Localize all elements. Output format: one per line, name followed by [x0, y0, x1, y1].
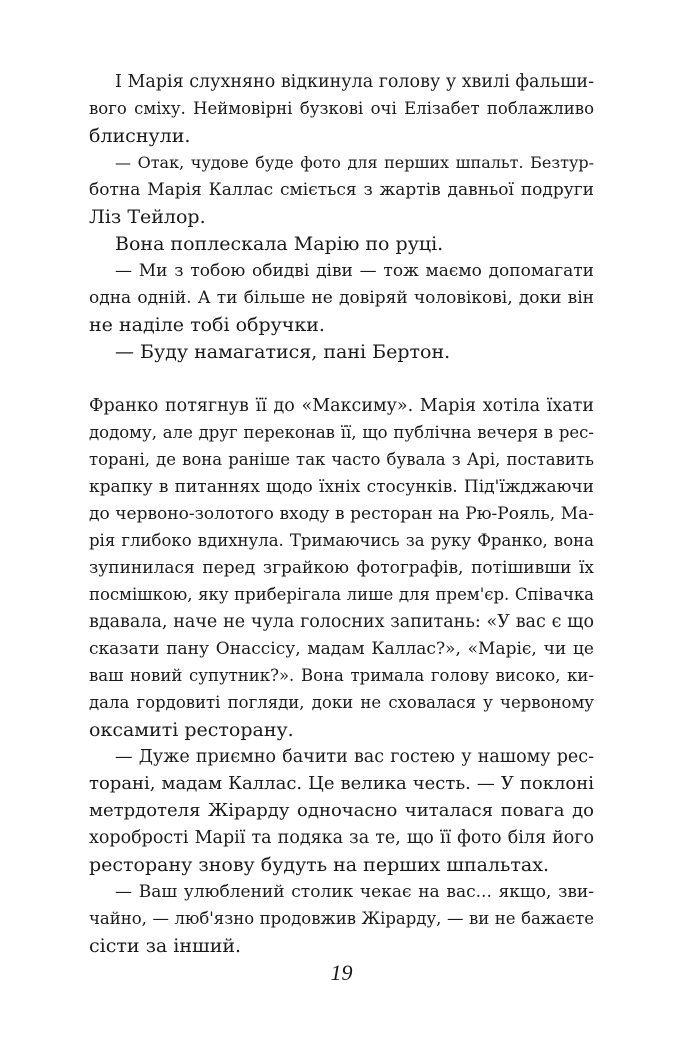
text-line: — Дуже приємно бачити вас гостею у нашому рес-: [115, 747, 594, 767]
text-line: вого сміху. Неймовірні бузкові очі Елізабет поблажливо: [89, 99, 594, 118]
text-line: торані, де вона раніше так часто бувала з Арі, поставить: [89, 450, 594, 469]
page-number: 19: [330, 960, 353, 985]
text-line: зупинилася перед зграйкою фотографів, потішивши їх: [89, 558, 594, 578]
text-line: Вона поплескала Марію по руці.: [115, 233, 444, 255]
text-line: оксамиті ресторану.: [89, 719, 294, 741]
text-line: ваш новий супутник?». Вона тримала голову високо, ки-: [89, 666, 594, 685]
text-line: — Буду намагатися, пані Бертон.: [115, 341, 451, 363]
text-line: не наділе тобі обручки.: [89, 314, 325, 336]
text-line: до червоно-золотого входу в ресторан на Рю-Рояль, Ма-: [89, 504, 594, 524]
text-line: Ліз Тейлор.: [89, 206, 206, 228]
text-line: сказати пану Онассісу, мадам Каллас?», «Маріє, чи це: [89, 639, 594, 659]
text-line: І Марія слухняно відкинула голову у хвилі фальши-: [115, 72, 594, 92]
text-line: Франко потягнув її до «Максиму». Марія хотіла їхати: [89, 396, 594, 416]
text-line: посмішкою, яку приберігала лише для прем'єр. Співачка: [89, 585, 594, 604]
text-line: блиснули.: [89, 125, 191, 147]
text-line: ботна Марія Каллас сміється з жартів давньої подруги: [89, 180, 594, 200]
text-line: вдавала, наче не чула голосних запитань: «У вас є що: [89, 612, 594, 632]
text-line: дала гордовиті погляди, доки не сховалася у червоному: [89, 693, 594, 712]
text-line: чайно, — люб'язно продовжив Жірарду, — ви не бажаєте: [89, 909, 594, 928]
text-line: метрдотеля Жірарду одночасно читалася повага до: [89, 800, 594, 821]
text-line: хоробрості Марії та подяка за те, що її фото біля його: [89, 828, 594, 848]
text-line: сісти за інший.: [89, 935, 242, 957]
text-line: — Отак, чудове буде фото для перших шпальт. Безтур-: [115, 153, 594, 172]
text-line: додому, але друг переконав її, що публічна вечеря в рес-: [89, 423, 594, 442]
text-line: — Ми з тобою обидві діви — тож маємо допомагати: [115, 261, 594, 281]
text-line: торані, мадам Каллас. Це велика честь. — У поклоні: [89, 773, 594, 794]
text-line: — Ваш улюблений столик чекає на вас... якщо, зви-: [115, 882, 594, 902]
text-line: крапку в питаннях щодо їхніх стосунків. Під'їжджаючи: [89, 477, 594, 497]
text-line: ресторану знову будуть на перших шпальтах.: [89, 854, 549, 876]
text-line: одна одній. А ти більше не довіряй чоловікові, доки він: [89, 288, 594, 308]
text-line: рія глибоко вдихнула. Тримаючись за руку Франко, вона: [89, 531, 594, 550]
